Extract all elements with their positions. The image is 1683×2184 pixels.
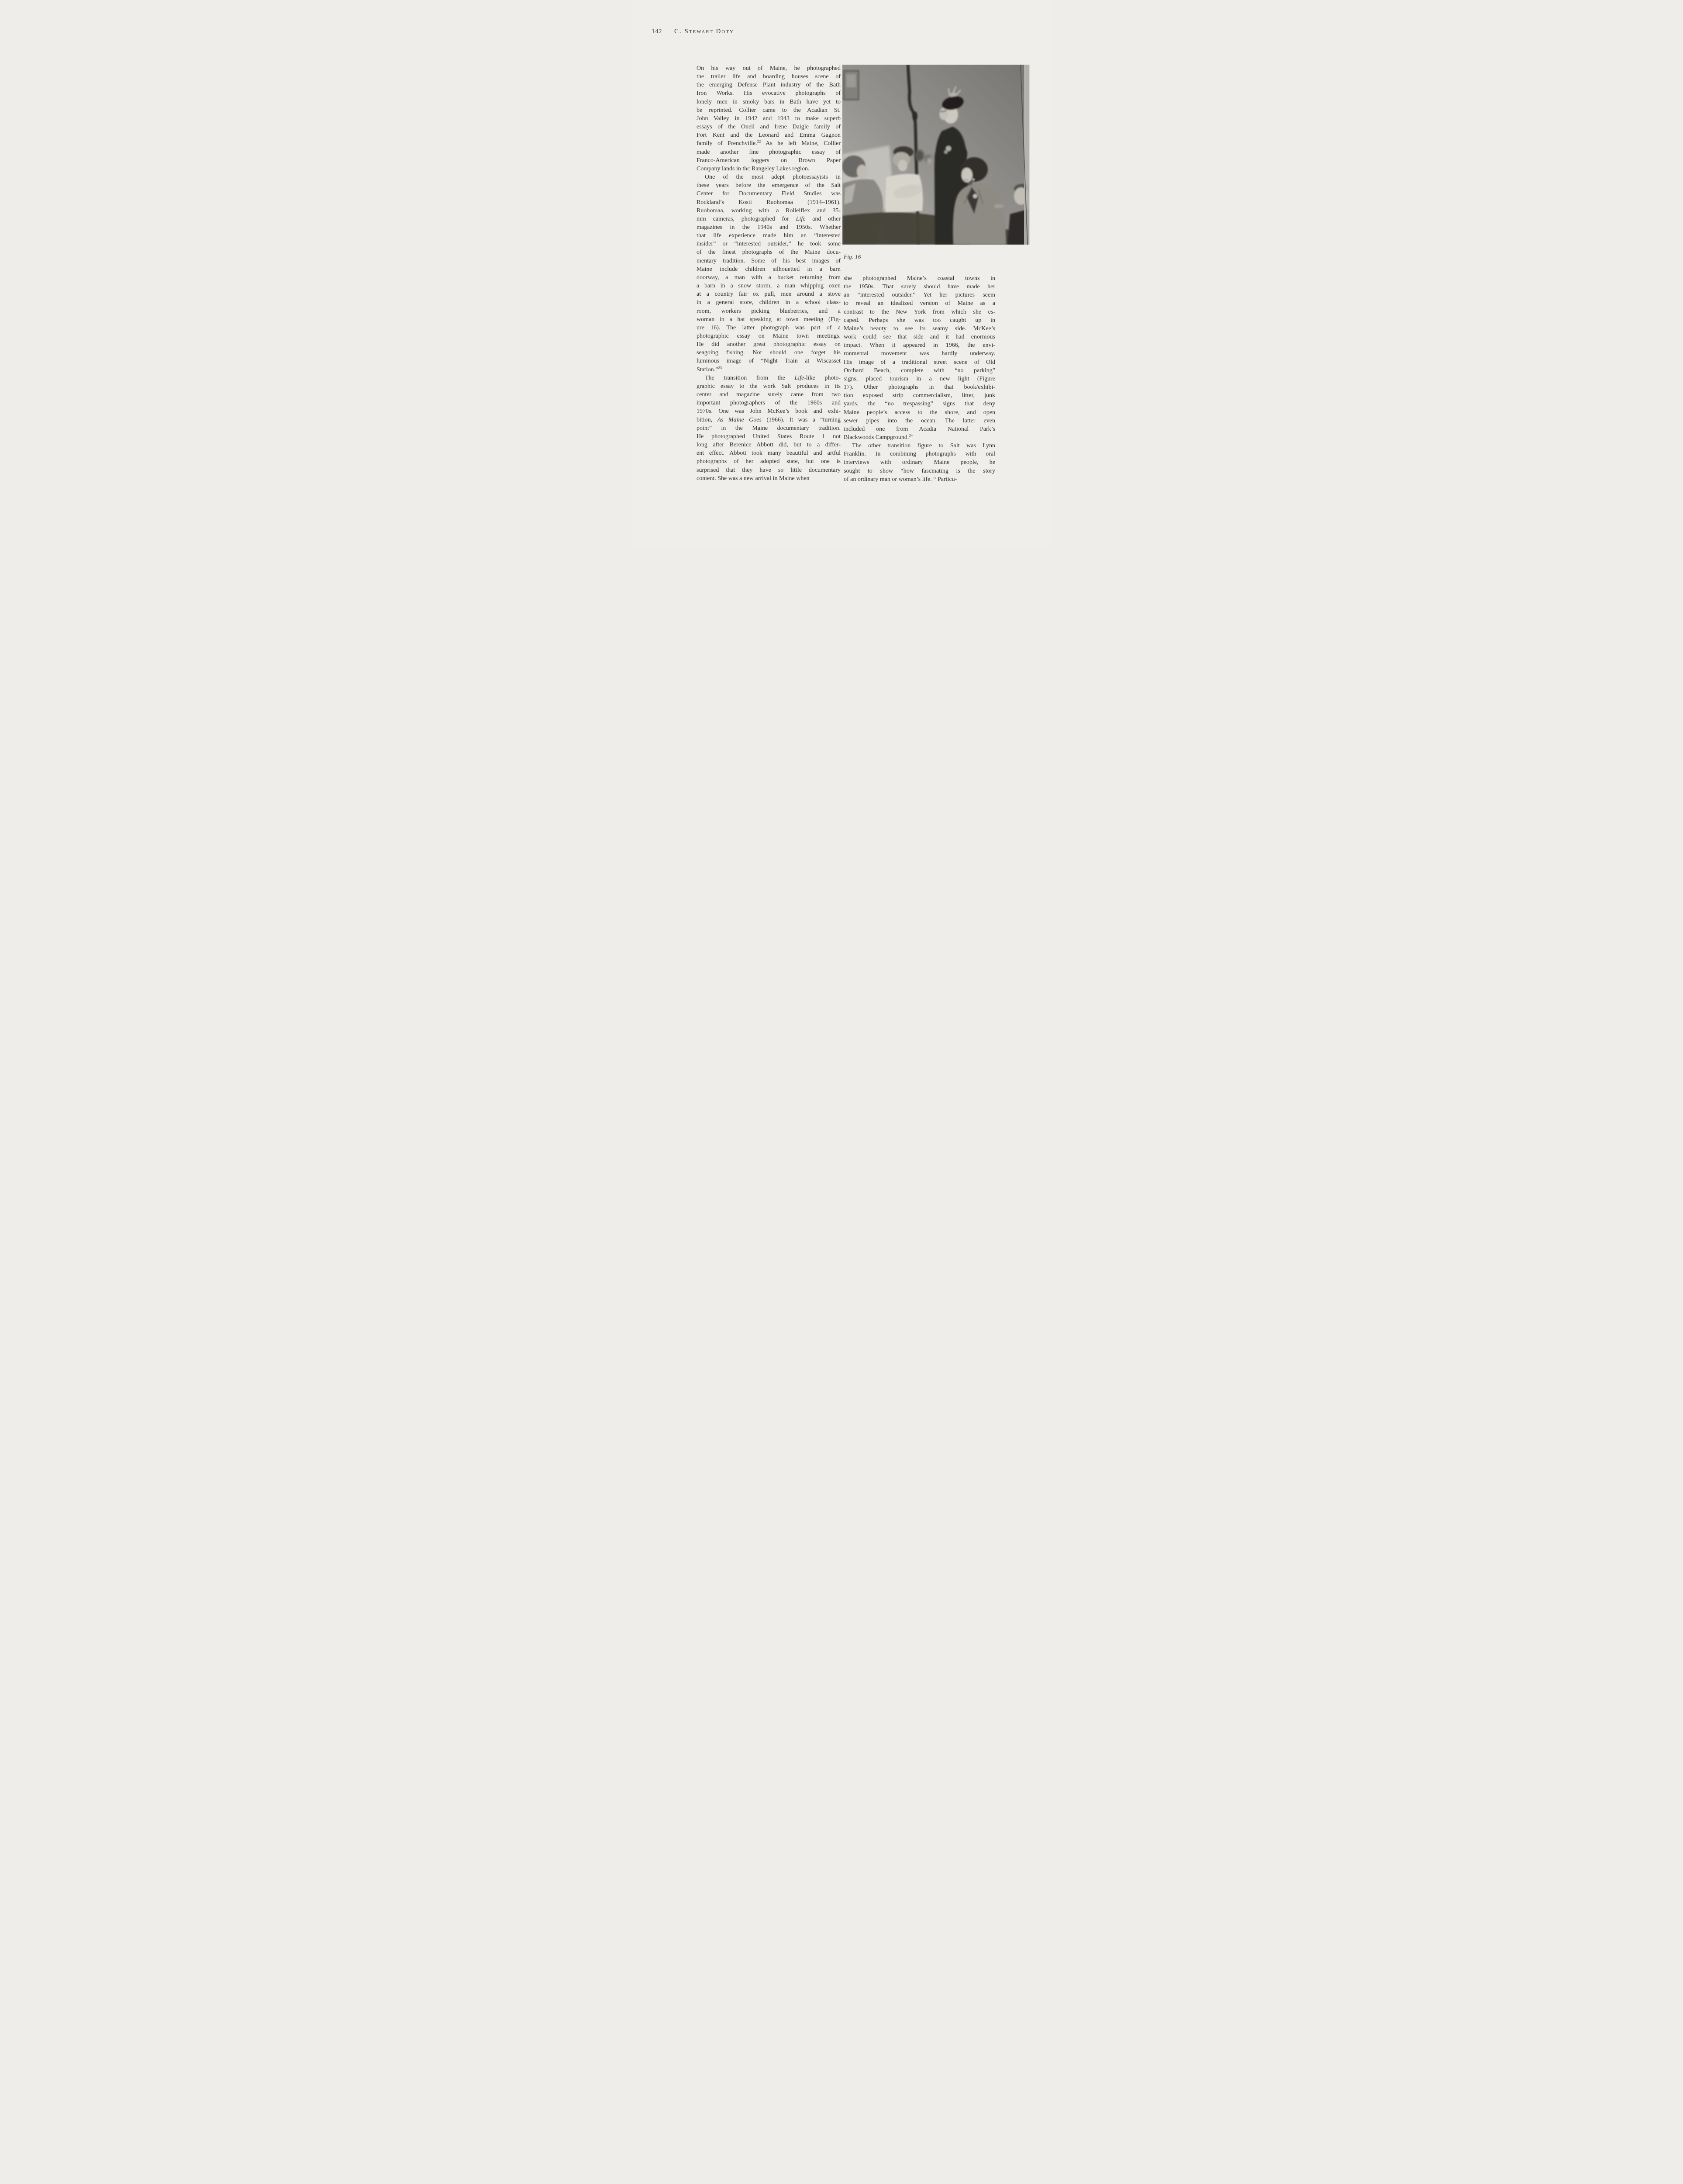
figure-16-photo-art [842, 65, 1030, 245]
text-line: seagoing fishing. Nor should one forget his [697, 349, 841, 356]
text-line: magazines in the 1940s and 1950s. Whether [697, 224, 841, 231]
text-line: Franklin. In combining photographs with oral [844, 451, 995, 458]
text-line: Maine’s beauty to see its seamy side. McKee’s [844, 325, 995, 332]
text-line: Station.”$^{23}$ [697, 365, 722, 373]
text-line: graphic essay to the work Salt produces in its [697, 383, 841, 390]
text-line: Fort Kent and the Leonard and Emma Gagnon [697, 132, 841, 139]
text-line: Rockland’s Kosti Ruohomaa (1914–1961). [697, 199, 841, 206]
text-line: ure 16). The latter photograph was part of a [697, 324, 841, 331]
text-line: room, workers picking blueberries, and a [697, 308, 841, 314]
text-line: bition, As Maine Goes (1966). It was a “turning [697, 416, 841, 423]
text-line: The other transition figure to Salt was Lynn [852, 442, 995, 449]
text-line: doorway, a man with a bucket returning from [697, 274, 841, 281]
text-line: be reprinted. Collier came to the Acadian St. [697, 107, 841, 114]
text-line: photographs of her adopted state, but one is [697, 458, 841, 465]
text-line: an “interested outsider.” Yet her pictures seem [844, 292, 995, 299]
text-line: surprised that they have so little documentary [697, 467, 841, 473]
text-line: 1970s. One was John McKee’s book and exhi- [697, 408, 841, 415]
text-line: Franco-American loggers on Brown Paper [697, 157, 841, 164]
text-line: impact. When it appeared in 1966, the envi- [844, 342, 995, 349]
text-line: included one from Acadia National Park’s [844, 425, 995, 432]
text-line: work could see that side and it had enormous [844, 334, 995, 341]
text-line: Center for Documentary Field Studies was [697, 190, 841, 197]
text-line: The transition from the Life-like photo- [705, 374, 841, 381]
text-line: One of the most adept photoessayists in [705, 174, 841, 181]
text-line: John Valley in 1942 and 1943 to make superb [697, 115, 841, 122]
text-line: point” in the Maine documentary tradition. [697, 425, 841, 432]
text-line: she photographed Maine’s coastal towns in [844, 275, 995, 282]
text-line: at a country fair ox pull, men around a stove [697, 291, 841, 298]
text-line: these years before the emergence of the Salt [697, 182, 841, 189]
text-line: Ruohomaa, working with a Rolleiflex and 35- [697, 207, 841, 214]
text-line: Blackwoods Campground.$^{24}$ [844, 433, 913, 441]
text-line: mentary tradition. Some of his best images of [697, 257, 841, 264]
photo-framed-picture [844, 71, 859, 100]
text-line: On his way out of Maine, he photographed [697, 65, 841, 72]
text-line: long after Berenice Abbott did, but to a differ- [697, 442, 841, 449]
page-number: 142 [652, 28, 662, 35]
figure-caption: Fig. 16 [844, 253, 861, 260]
text-line: sewer pipes into the ocean. The latter even [844, 417, 995, 424]
text-line: ronmental movement was hardly underway. [844, 350, 995, 357]
text-line: content. She was a new arrival in Maine when [697, 475, 810, 482]
right-text-column [844, 274, 995, 484]
text-line: the trailer life and boarding houses scene of [697, 73, 841, 80]
text-line: luminous image of “Night Train at Wiscasset [697, 358, 841, 365]
text-line: contrast to the New York from which she es- [844, 308, 995, 315]
running-header [652, 28, 734, 35]
figure-16-photo [842, 65, 1030, 245]
text-line: He did another great photographic essay on [697, 341, 841, 348]
running-header-author: C. Stewart Doty [674, 28, 734, 35]
text-line: yards, the “no trespassing” signs that deny [844, 401, 995, 408]
book-page [631, 0, 1052, 546]
text-line: Maine include children silhouetted in a barn [697, 266, 841, 273]
text-line: important photographers of the 1960s and [697, 400, 841, 407]
text-line: sought to show “how fascinating is the story [844, 467, 995, 474]
text-line: Maine people’s access to the shore, and open [844, 409, 995, 416]
text-line: woman in a hat speaking at town meeting (Fig- [697, 316, 841, 323]
text-line: tion exposed strip commercialism, litter, junk [844, 392, 995, 399]
text-line: Orchard Beach, complete with “no parking” [844, 367, 995, 374]
text-line: His image of a traditional street scene of Old [844, 359, 995, 366]
text-line: to reveal an idealized version of Maine as a [844, 300, 995, 307]
text-line: Iron Works. His evocative photographs of [697, 90, 841, 97]
text-line: the 1950s. That surely should have made her [844, 283, 995, 290]
text-line: interviews with ordinary Maine people, he [844, 459, 995, 466]
text-line: essays of the Oneil and Irene Daigle family of [697, 124, 841, 131]
text-line: 17). Other photographs in that book/exhibi- [844, 384, 995, 391]
text-line: the emerging Defense Plant industry of the Bath [697, 82, 841, 89]
text-line: He photographed United States Route 1 not [697, 433, 841, 440]
text-line: signs, placed tourism in a new light (Figure [844, 375, 995, 382]
text-line: of an ordinary man or woman’s life. “ Particu- [844, 476, 957, 483]
text-line: of the finest photographs of the Maine docu- [697, 249, 841, 256]
left-text-column [697, 64, 841, 483]
text-line: ent effect. Abbott took many beautiful and artful [697, 450, 841, 457]
text-line: center and magazine surely came from two [697, 391, 841, 398]
text-line: caped. Perhaps she was too caught up in [844, 317, 995, 324]
text-line: mm cameras, photographed for Life and other [697, 215, 841, 222]
text-line: that life experience made him an “interested [697, 232, 841, 239]
text-line: Company lands in thc Rangeley Lakes region. [697, 165, 810, 172]
text-line: lonely men in smoky bars in Bath have yet to [697, 98, 841, 105]
text-line: insider” or “interested outsider,” he took some [697, 241, 841, 248]
text-line: a barn in a snow storm, a man whipping oxen [697, 283, 841, 290]
text-line: made another fine photographic essay of [697, 149, 841, 156]
text-line: family of Frenchville.$^{22}$ As he left Maine, Collier [697, 139, 841, 147]
text-line: photographic essay on Maine town meetings. [697, 333, 841, 339]
text-line: in a general store, children in a school class- [697, 299, 841, 306]
